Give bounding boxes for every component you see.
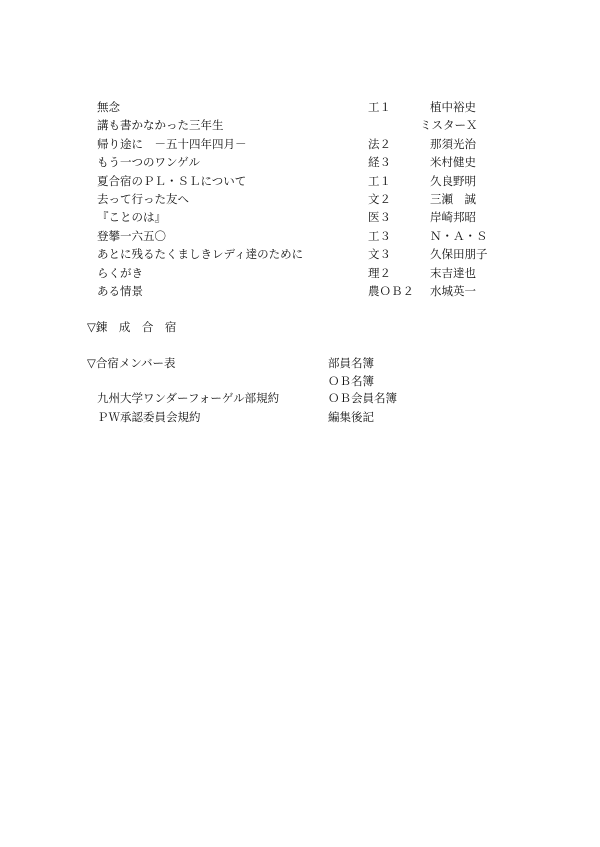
- contents-dept: 理２: [368, 266, 391, 280]
- contents-dept: 工１: [368, 100, 391, 114]
- contents-author: 末吉達也: [430, 266, 476, 280]
- right-item: 部員名簿: [328, 356, 374, 370]
- contents-author: Ｎ・Ａ・Ｓ: [430, 229, 488, 243]
- contents-title: 登攀一六五〇: [97, 229, 166, 243]
- contents-author: 那須光治: [430, 137, 476, 151]
- contents-author: 米村健史: [430, 155, 476, 169]
- contents-dept: 工３: [368, 229, 391, 243]
- contents-author: 岸崎邦昭: [430, 210, 476, 224]
- contents-title: 無念: [97, 100, 120, 114]
- contents-dept: 農ＯＢ２: [368, 284, 414, 298]
- contents-dept: 文３: [368, 247, 391, 261]
- contents-title: 『ことのは』: [97, 210, 166, 224]
- contents-title: 去って行った友へ: [97, 192, 189, 206]
- contents-dept: 文２: [368, 192, 391, 206]
- contents-author: ミスターＸ: [420, 118, 478, 132]
- left-item: 九州大学ワンダーフォーゲル部規約: [97, 391, 280, 405]
- contents-author: 久良野明: [430, 174, 476, 188]
- right-item: ＯＢ名簿: [328, 374, 374, 388]
- contents-dept: 法２: [368, 137, 391, 151]
- right-item: ＯＢ会員名簿: [328, 391, 397, 405]
- section-heading-gassyuku-member: ▽合宿メンバー表: [87, 356, 176, 370]
- contents-author: 久保田朋子: [430, 247, 488, 261]
- contents-title: 帰り途に －五十四年四月－: [97, 137, 247, 151]
- right-item: 編集後記: [328, 410, 374, 424]
- contents-title: 講も書かなかった三年生: [97, 118, 224, 132]
- left-item: ＰＷ承認委員会規約: [97, 410, 201, 424]
- contents-title: ある情景: [97, 284, 143, 298]
- contents-dept: 工１: [368, 174, 391, 188]
- contents-title: 夏合宿のＰＬ・ＳＬについて: [97, 174, 247, 188]
- contents-title: あとに残るたくましきレディ達のために: [97, 247, 304, 261]
- contents-title: らくがき: [97, 266, 143, 280]
- contents-dept: 経３: [368, 155, 391, 169]
- section-heading-rensei-gassyuku: ▽錬 成 合 宿: [87, 320, 177, 334]
- contents-author: 植中裕史: [430, 100, 476, 114]
- contents-author: 水城英一: [430, 284, 476, 298]
- contents-dept: 医３: [368, 210, 391, 224]
- contents-author: 三瀬 誠: [430, 192, 476, 206]
- contents-title: もう一つのワンゲル: [97, 155, 201, 169]
